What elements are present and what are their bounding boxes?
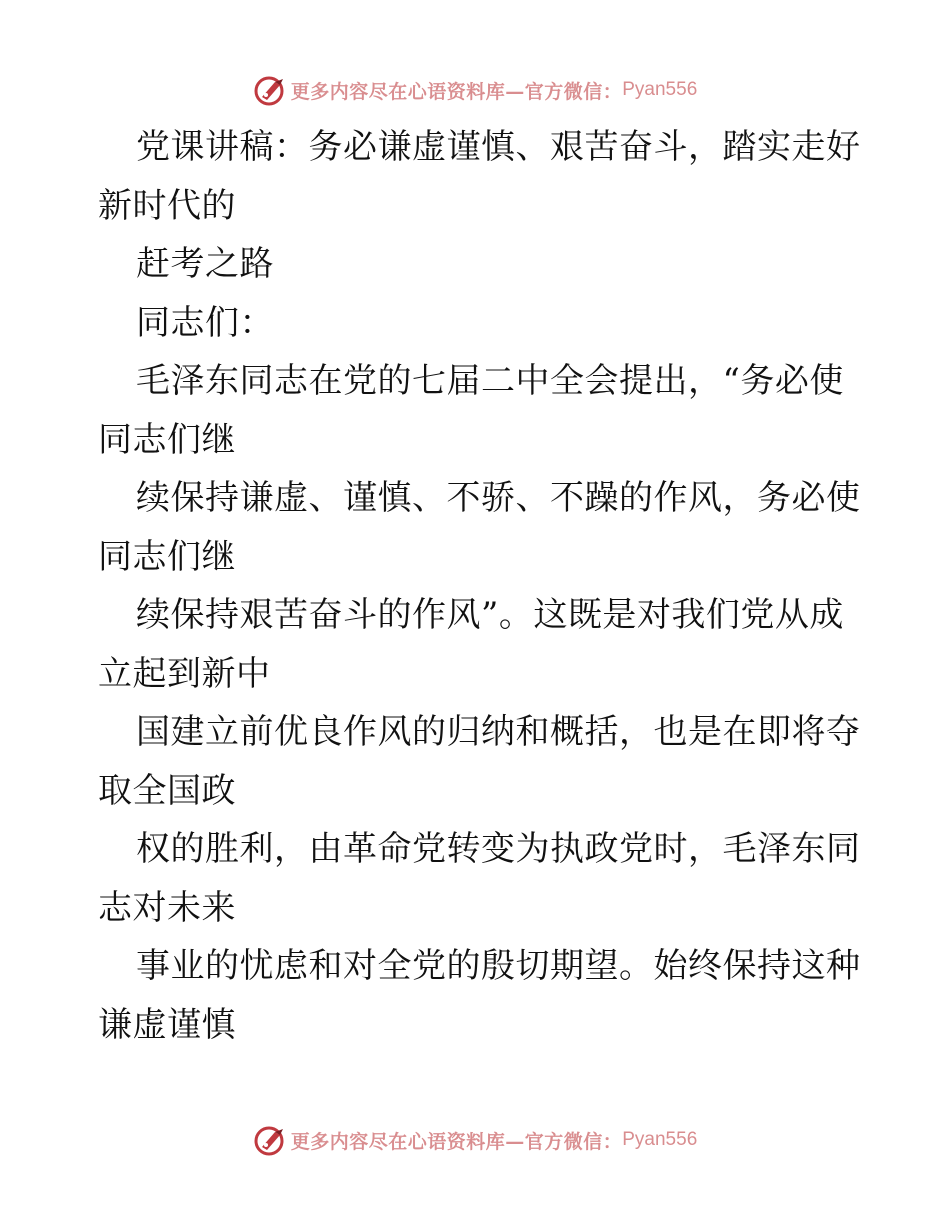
text-line: 同志们： [136, 302, 274, 343]
pen-circle-logo-icon [253, 1123, 287, 1157]
footer-banner [0, 1120, 950, 1160]
banner-wechat-id: Pyan556 [622, 1129, 698, 1150]
banner-text: 更多内容尽在心语资料库—官方微信： [290, 1130, 623, 1153]
text-line: 权的胜利，由革命党转变为执政党时，毛泽东同 [136, 829, 861, 869]
text-line: 取全国政 [98, 770, 236, 811]
text-line: 同志们继 [98, 419, 236, 460]
text-line: 同志们继 [98, 536, 236, 577]
text-line: 志对未来 [98, 887, 236, 928]
text-line: 新时代的 [98, 185, 236, 226]
pen-circle-logo-icon [253, 73, 287, 107]
banner-text: 更多内容尽在心语资料库—官方微信： [290, 80, 623, 103]
text-line: 党课讲稿：务必谦虚谨慎、艰苦奋斗，踏实走好 [136, 127, 861, 167]
text-line: 事业的忧虑和对全党的殷切期望。始终保持这种 [136, 946, 861, 986]
text-line: 赶考之路 [136, 244, 274, 284]
text-line: 国建立前优良作风的归纳和概括，也是在即将夺 [136, 712, 861, 752]
banner-wechat-id: Pyan556 [622, 79, 698, 100]
text-line: 谦虚谨慎 [98, 1004, 236, 1045]
text-line: 毛泽东同志在党的七届二中全会提出，“务必使 [136, 361, 844, 401]
document-body [98, 118, 861, 1054]
text-line: 续保持谦虚、谨慎、不骄、不躁的作风，务必使 [136, 478, 861, 518]
text-line: 续保持艰苦奋斗的作风”。这既是对我们党从成 [136, 595, 844, 635]
text-line: 立起到新中 [98, 653, 271, 694]
header-banner [0, 70, 950, 110]
